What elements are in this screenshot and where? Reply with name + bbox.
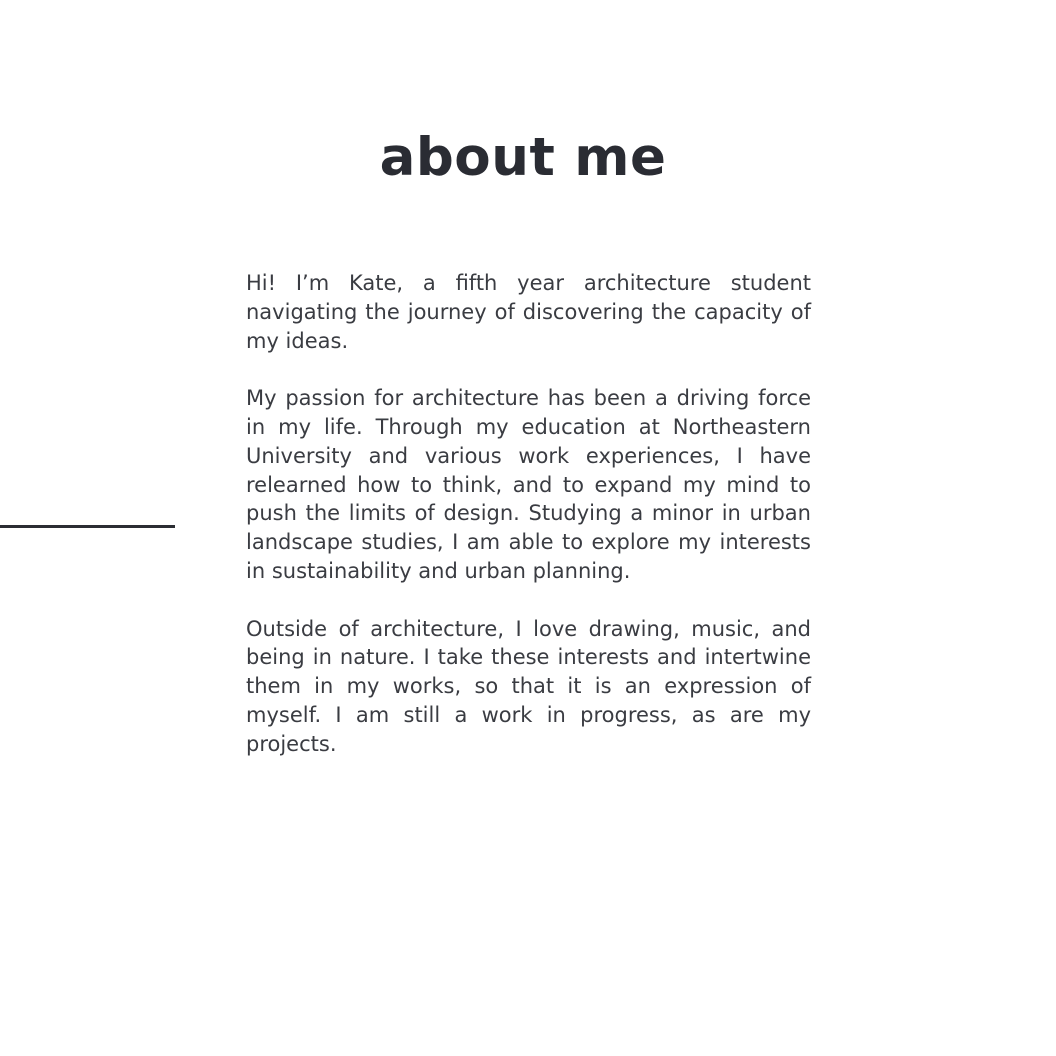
bio-paragraph-interests: Outside of architecture, I love drawing, music, and being in nature. I take these interests and intertwine them in my works, so that it is an expression of myself. I am still a work in progress, as are my projects.	[246, 616, 811, 756]
bio-paragraph-passion: My passion for architecture has been a driving force in my life. Through my education at Northeastern University and various work experiences, I have relearned how to think, and to expand my mind to push the limits of design. Studying a minor in urban landscape studies, I am able to explore my interests in sustainability and urban planning.	[246, 386, 811, 583]
decorative-divider-line	[0, 525, 175, 528]
page-title: about me	[379, 127, 667, 188]
bio-paragraph-intro: Hi! I’m Kate, a fifth year architecture student navigating the journey of discovering the capacity of my ideas.	[246, 271, 811, 353]
bio-text-block	[246, 269, 811, 759]
